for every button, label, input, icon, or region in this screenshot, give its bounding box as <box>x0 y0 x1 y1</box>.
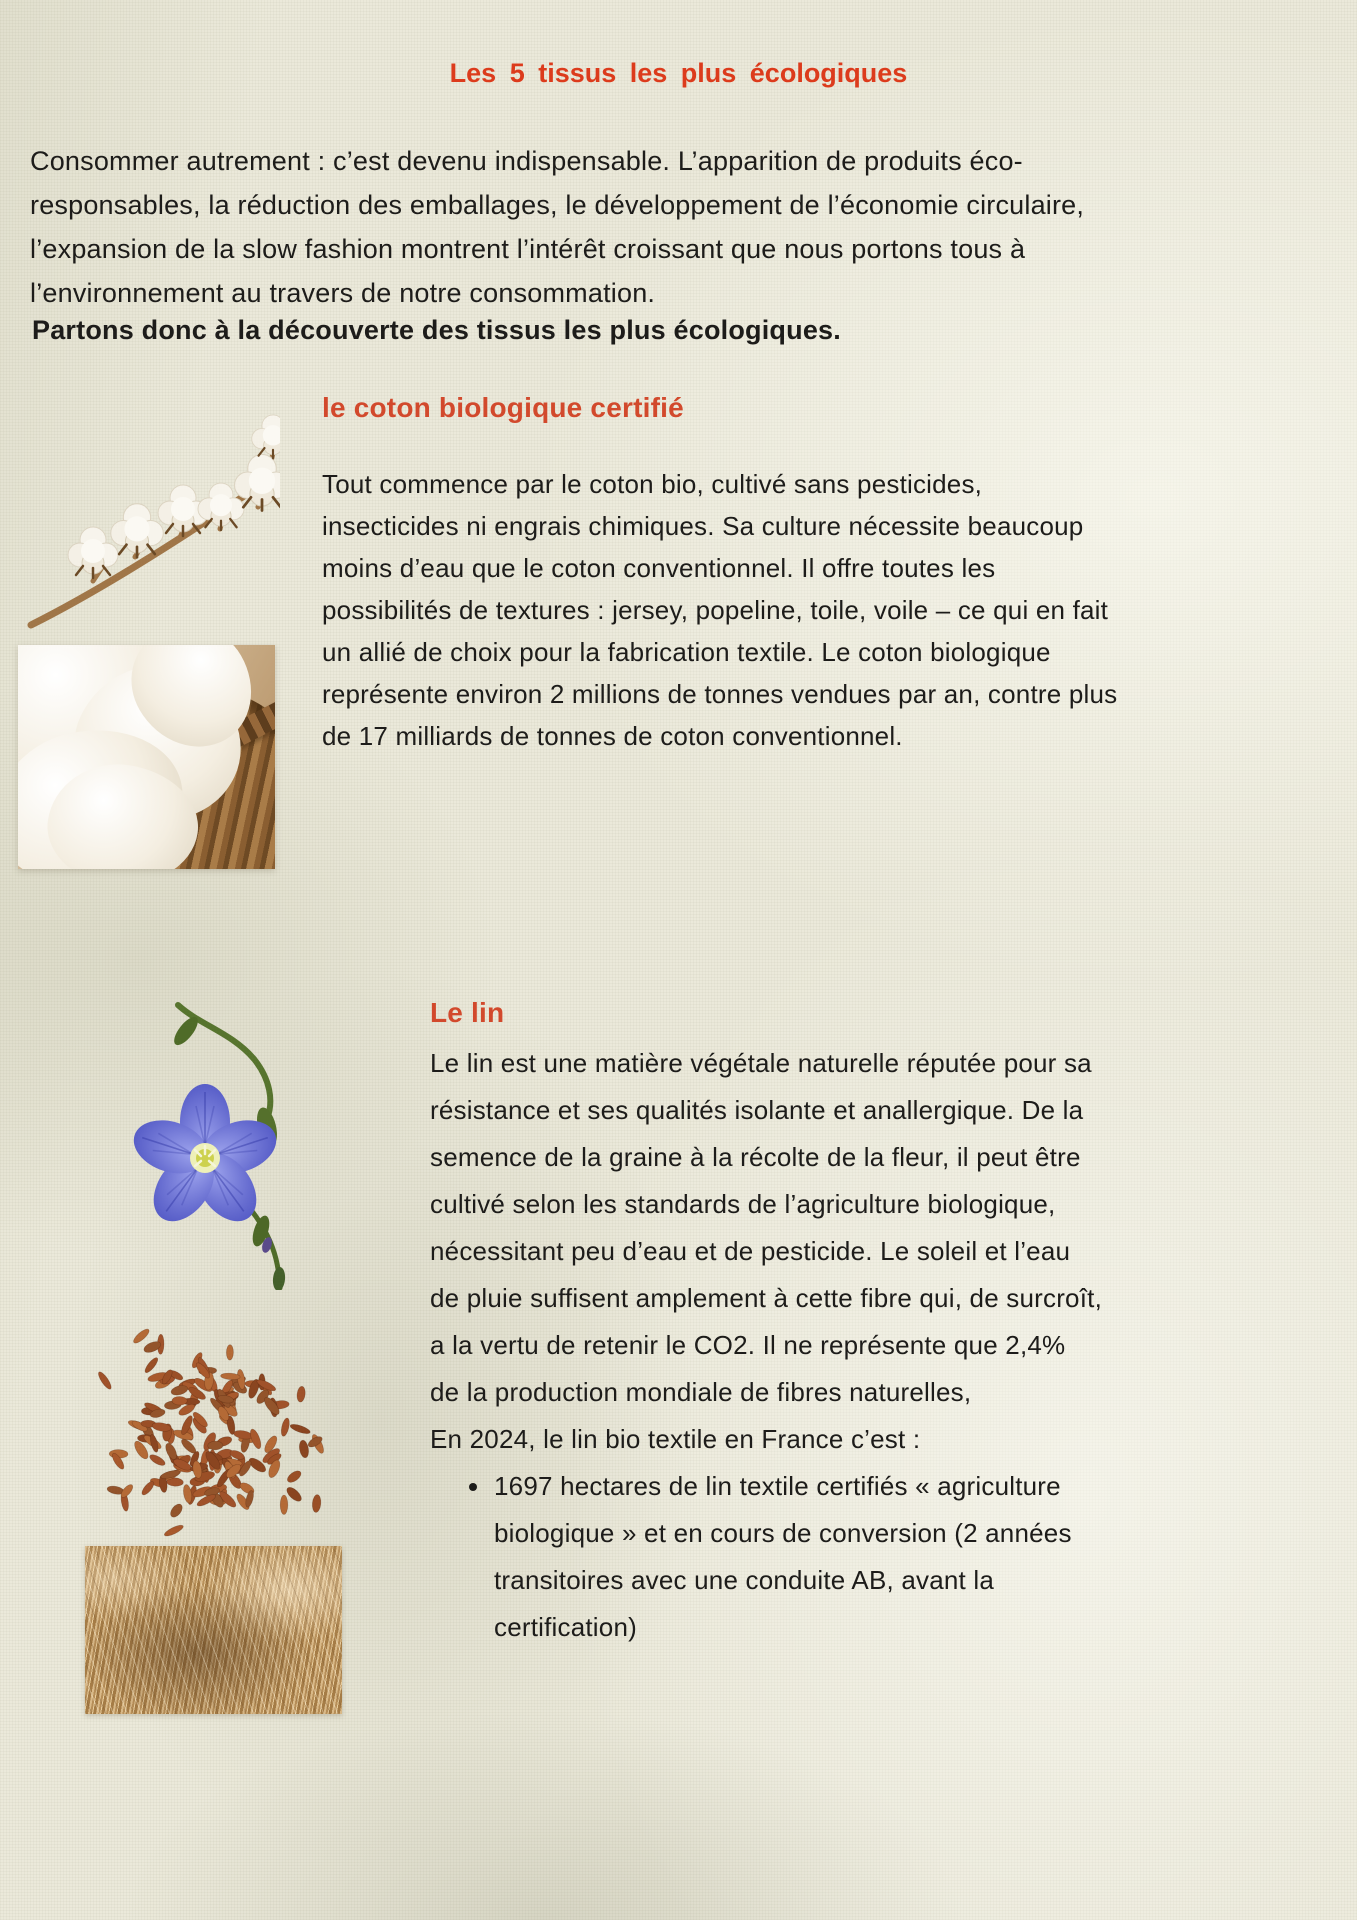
intro-emphasis: Partons donc à la découverte des tissus les plus écologiques. <box>32 315 841 345</box>
section-body-lin <box>430 1040 1102 1651</box>
flax-seeds-photo <box>70 1280 345 1570</box>
page-title: Les 5 tissus les plus écologiques <box>449 58 908 89</box>
lin-stats-intro: En 2024, le lin bio textile en France c’est : <box>430 1424 921 1454</box>
section-heading-coton: le coton biologique certifié <box>322 392 684 423</box>
lin-bullet-list <box>430 1463 1102 1651</box>
section-body-coton: Tout commence par le coton bio, cultivé sans pesticides, insecticides ni engrais chimiques. Sa culture nécessite beaucoup moins d’eau que le coton conventionnel. Il offre toutes les possibilités de textures : jersey, popeline, toile, voile – ce qui en fait un allié de choix pour la fabrication textile. Le coton biologique représente environ 2 millions de tonnes vendues par an, contre plus de 17 milliards de tonnes de coton conventionnel. <box>322 469 1118 751</box>
flax-flower-photo <box>80 995 335 1290</box>
section-heading-lin: Le lin <box>430 997 505 1028</box>
lin-bullet-item: • 1697 hectares de lin textile certifiés « agriculture biologique » et en cours de conversion (2 années transitoires avec une conduite AB, avant la certification) <box>492 1463 1102 1651</box>
raw-cotton-basket-photo <box>18 645 275 869</box>
lin-paragraph: Le lin est une matière végétale naturelle réputée pour sa résistance et ses qualités isolante et anallergique. De la semence de la graine à la récolte de la fleur, il peut être cultivé selon les standards de l’agriculture biologique, nécessitant peu d’eau et de pesticide. Le soleil et l’eau de pluie suffisent amplement à cette fibre qui, de surcroît, a la vertu de retenir le CO2. Il ne représente que 2,4% de la production mondiale de fibres naturelles, <box>430 1048 1102 1407</box>
intro-paragraph: Consommer autrement : c’est devenu indispensable. L’apparition de produits éco-responsables, la réduction des emballages, le développement de l’économie circulaire, l’expansion de la slow fashion montrent l’intérêt croissant que nous portons tous à l’environnement au travers de notre consommation. <box>30 146 1085 308</box>
cotton-branch-photo <box>15 383 280 641</box>
flax-fibre-photo <box>85 1546 342 1714</box>
